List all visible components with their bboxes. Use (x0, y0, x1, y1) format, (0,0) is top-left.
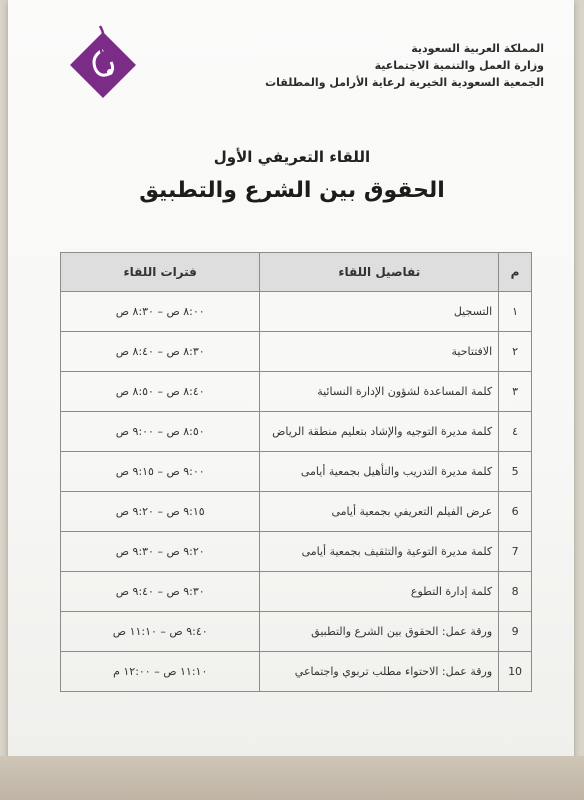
row-time: ٨:٣٠ ص – ٨:٤٠ ص (61, 332, 260, 372)
letterhead (224, 40, 544, 91)
row-details: التسجيل (260, 292, 499, 332)
header-line-ministry: وزارة العمل والتنمية الاجتماعية (374, 59, 544, 72)
table-row (61, 492, 532, 532)
header-line-association: الجمعية السعودية الخيرية لرعاية الأرامل والمطلقات (265, 76, 544, 89)
row-details: عرض الفيلم التعريفي بجمعية أيامى (260, 492, 499, 532)
table-row (61, 412, 532, 452)
agenda-table (60, 252, 532, 692)
row-details: ورقة عمل: الاحتواء مطلب تربوي واجتماعي (260, 652, 499, 692)
row-details: كلمة المساعدة لشؤون الإدارة النسائية (260, 372, 499, 412)
row-number: 5 (499, 452, 532, 492)
table-header-row (61, 253, 532, 292)
header-times: فترات اللقاء (61, 253, 260, 292)
row-time: ٩:٢٠ ص – ٩:٣٠ ص (61, 532, 260, 572)
row-number: ٣ (499, 372, 532, 412)
table-row (61, 332, 532, 372)
header-details: تفاصيل اللقاء (260, 253, 499, 292)
row-number: 8 (499, 572, 532, 612)
row-number: ١ (499, 292, 532, 332)
event-subtitle: اللقاء التعريفي الأول (213, 148, 371, 166)
row-time: ٨:٥٠ ص – ٩:٠٠ ص (61, 412, 260, 452)
row-number: ٢ (499, 332, 532, 372)
row-details: كلمة إدارة التطوع (260, 572, 499, 612)
table-row (61, 652, 532, 692)
row-time: ٩:٣٠ ص – ٩:٤٠ ص (61, 572, 260, 612)
table-row (61, 452, 532, 492)
row-time: ٨:٤٠ ص – ٨:٥٠ ص (61, 372, 260, 412)
row-time: ٨:٠٠ ص – ٨:٣٠ ص (61, 292, 260, 332)
row-details: كلمة مديرة التدريب والتأهيل بجمعية أيامى (260, 452, 499, 492)
table-row (61, 292, 532, 332)
row-details: كلمة مديرة التوعية والتثقيف بجمعية أيامى (260, 532, 499, 572)
event-title: الحقوق بين الشرع والتطبيق (139, 178, 445, 203)
header-number: م (499, 253, 532, 292)
row-number: 6 (499, 492, 532, 532)
organization-logo-icon (66, 20, 140, 106)
row-time: ٩:١٥ ص – ٩:٢٠ ص (61, 492, 260, 532)
row-time: ٩:٠٠ ص – ٩:١٥ ص (61, 452, 260, 492)
row-time: ٩:٤٠ ص – ١١:١٠ ص (61, 612, 260, 652)
row-details: كلمة مديرة التوجيه والإشاد بتعليم منطقة الرياض (260, 412, 499, 452)
header-line-kingdom: المملكة العربية السعودية (411, 42, 544, 55)
table-row (61, 612, 532, 652)
row-number: ٤ (499, 412, 532, 452)
row-details: ورقة عمل: الحقوق بين الشرع والتطبيق (260, 612, 499, 652)
row-number: 10 (499, 652, 532, 692)
table-surface (0, 756, 584, 800)
row-time: ١١:١٠ ص – ١٢:٠٠ م (61, 652, 260, 692)
table-row (61, 572, 532, 612)
table-row (61, 372, 532, 412)
row-details: الافتتاحية (260, 332, 499, 372)
row-number: 7 (499, 532, 532, 572)
row-number: 9 (499, 612, 532, 652)
table-row (61, 532, 532, 572)
